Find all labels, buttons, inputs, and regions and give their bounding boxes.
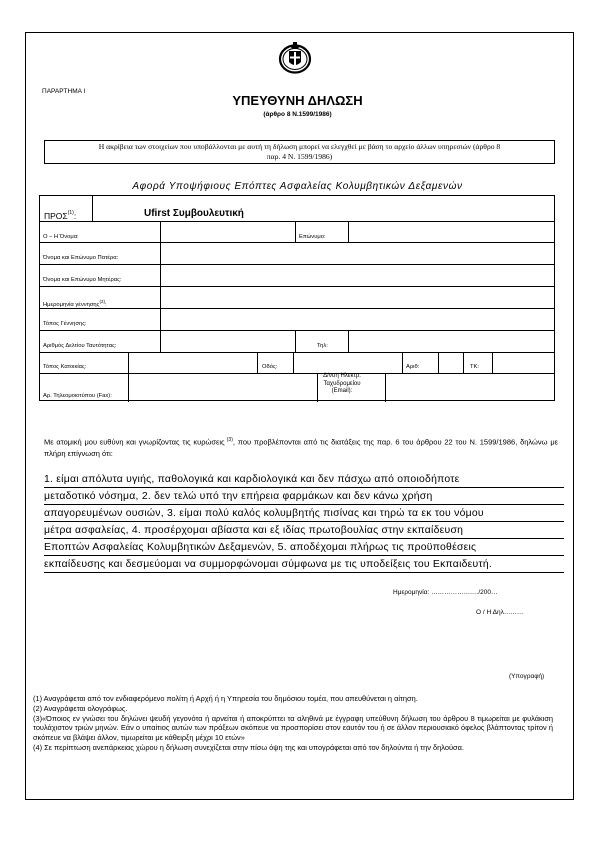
form-divider <box>295 330 296 352</box>
father-name-label: Όνομα και Επώνυμο Πατέρα: <box>43 255 119 261</box>
form-divider <box>128 352 129 373</box>
notice-line-1: Η ακρίβεια των στοιχείων που υποβάλλονται με αυτή τη δήλωση μπορεί να ελεγχθεί με βάση το αρχείο άλλων υπηρεσιών (άρθρο 8 <box>98 142 501 151</box>
fax-label: Αρ. Τηλεομοιοτύπου (Fax): <box>43 393 112 399</box>
form-divider <box>40 352 554 353</box>
declaration-line: Εποπτών Ασφαλείας Κολυμβητικών Δεξαμενών, 5. αποδέχομαι πλήρως τις προϋποθέσεις <box>44 539 564 556</box>
form-divider <box>438 352 439 373</box>
footnote: (2) Αναγράφεται ολογράφως. <box>33 703 128 713</box>
greek-emblem-icon <box>277 40 313 74</box>
form-divider <box>463 352 464 373</box>
email-label: Δ/νση Ηλεκτρ. Ταχυδρομείου (Email): <box>323 373 361 394</box>
form-divider <box>257 352 258 373</box>
form-divider <box>40 373 554 374</box>
mother-name-label: Όνομα και Επώνυμο Μητέρας: <box>43 277 122 283</box>
residence-label: Τόπος Κατοικίας: <box>43 364 87 370</box>
form-divider <box>40 221 554 222</box>
declaration-intro: Με ατομική μου ευθύνη και γνωρίζοντας τις κυρώσεις $^{(3)}$, που προβλέπονται από τις διατάξεις της παρ. 6 του άρθρου 22 του Ν. 1599/1986, δηλώνω με πλήρη επίγνωση ότι: <box>44 437 558 458</box>
footnotes <box>33 694 553 753</box>
form-divider <box>293 352 294 373</box>
personal-data-form <box>39 195 555 401</box>
recipient-label: ΠΡΟΣ$^{(1)}$: <box>44 210 77 221</box>
street-label: Οδός: <box>262 364 278 370</box>
form-divider <box>40 286 554 287</box>
signature-label: (Υπογραφή) <box>509 673 545 680</box>
form-divider <box>40 308 554 309</box>
street-number-label: Αριθ: <box>406 364 420 370</box>
surname-label: Επώνυμο: <box>299 234 326 240</box>
document-subtitle: (άρθρο 8 Ν.1599/1986) <box>263 111 332 118</box>
form-divider <box>402 352 403 373</box>
document-title: ΥΠΕΥΘΥΝΗ ΔΗΛΩΣΗ <box>232 93 363 108</box>
form-divider <box>40 330 554 331</box>
form-divider <box>295 221 296 242</box>
form-divider <box>128 373 129 402</box>
footnote: (4) Σε περίπτωση ανεπάρκειας χώρου η δήλωση συνεχίζεται στην πίσω όψη της και υπογράφεται από τον δηλούντα ή την δηλούσα. <box>33 742 464 752</box>
declarant-field: Ο / Η Δηλ……… <box>476 609 524 616</box>
annex-label: ΠΑΡΑΡΤΗΜΑ Ι <box>42 88 86 95</box>
phone-label: Τηλ: <box>317 343 328 349</box>
form-divider <box>492 352 493 373</box>
form-divider <box>348 330 349 352</box>
footnote: (1) Αναγράφεται από τον ενδιαφερόμενο πολίτη ή Αρχή ή η Υπηρεσία του δημόσιου τομέα, που απευθύνεται η αίτηση. <box>33 694 418 703</box>
declaration-line: μεταδοτικό νόσημα, 2. δεν τελώ υπό την επήρεια φαρμάκων και δεν κάνω χρήση <box>44 488 564 505</box>
declaration-statements <box>44 471 564 573</box>
date-field: Ημερομηνία: ……………….…/200… <box>393 589 498 596</box>
form-divider <box>40 264 554 265</box>
declaration-line: απαγορευμένων ουσιών, 3. είμαι πολύ καλός κολυμβητής πισίνας και τηρώ τα εκ του νόμου <box>44 505 564 522</box>
declaration-line: 1. είμαι απόλυτα υγιής, παθολογικά και καρδιολογικά και δεν πάσχω από οποιοδήποτε <box>44 471 564 488</box>
postcode-label: ΤΚ: <box>470 364 480 370</box>
recipient-value[interactable]: Ufirst Συμβουλευτική <box>144 208 244 219</box>
form-divider <box>317 373 318 402</box>
id-number-label: Αριθμός Δελτίου Ταυτότητας: <box>43 343 117 349</box>
declaration-line: μέτρα ασφαλείας, 4. προσέρχομαι αβίαστα και εξ ιδίας πρωτοβουλίας στην εκπαίδευση <box>44 522 564 539</box>
form-divider <box>160 221 161 352</box>
birth-date-label: Ημερομηνία γέννησης$^{(2)}$: <box>43 299 107 308</box>
footnote: (3)«Όποιος εν γνώσει του δηλώνει ψευδή γεγονότα ή αρνείται ή αποκρύπτει τα αληθινά με έγγραφη υπεύθυνη δήλωση του άρθρου 8 τιμωρείται με φυλάκιση τουλάχιστον τριών μηνών. Εάν ο υπαίτιος αυτών των πράξεων σκόπευε να προσπορίσει στον εαυτόν του ή σε άλλον περιουσιακό όφελος βλάπτοντας τρίτον ή σκόπευε να βλάψει άλλον, τιμωρείται με κάθειρξη μέχρι 10 ετών» <box>33 713 553 743</box>
birth-place-label: Τόπος Γέννησης: <box>43 321 87 327</box>
accuracy-notice <box>44 140 555 164</box>
form-divider <box>348 221 349 242</box>
notice-line-2: παρ. 4 Ν. 1599/1986) <box>266 152 333 161</box>
declaration-line: εκπαίδευσης και δεσμεύομαι να συμμορφώνομαι σύμφωνα με τις υποδείξεις του Εκπαιδευτή. <box>44 556 564 573</box>
form-divider <box>40 242 554 243</box>
subject-line: Αφορά Υποψήφιους Επόπτες Ασφαλείας Κολυμβητικών Δεξαμενών <box>132 181 463 192</box>
first-name-label: Ο – Η Όνομα: <box>43 234 79 240</box>
form-divider <box>92 196 93 221</box>
form-divider <box>385 373 386 402</box>
